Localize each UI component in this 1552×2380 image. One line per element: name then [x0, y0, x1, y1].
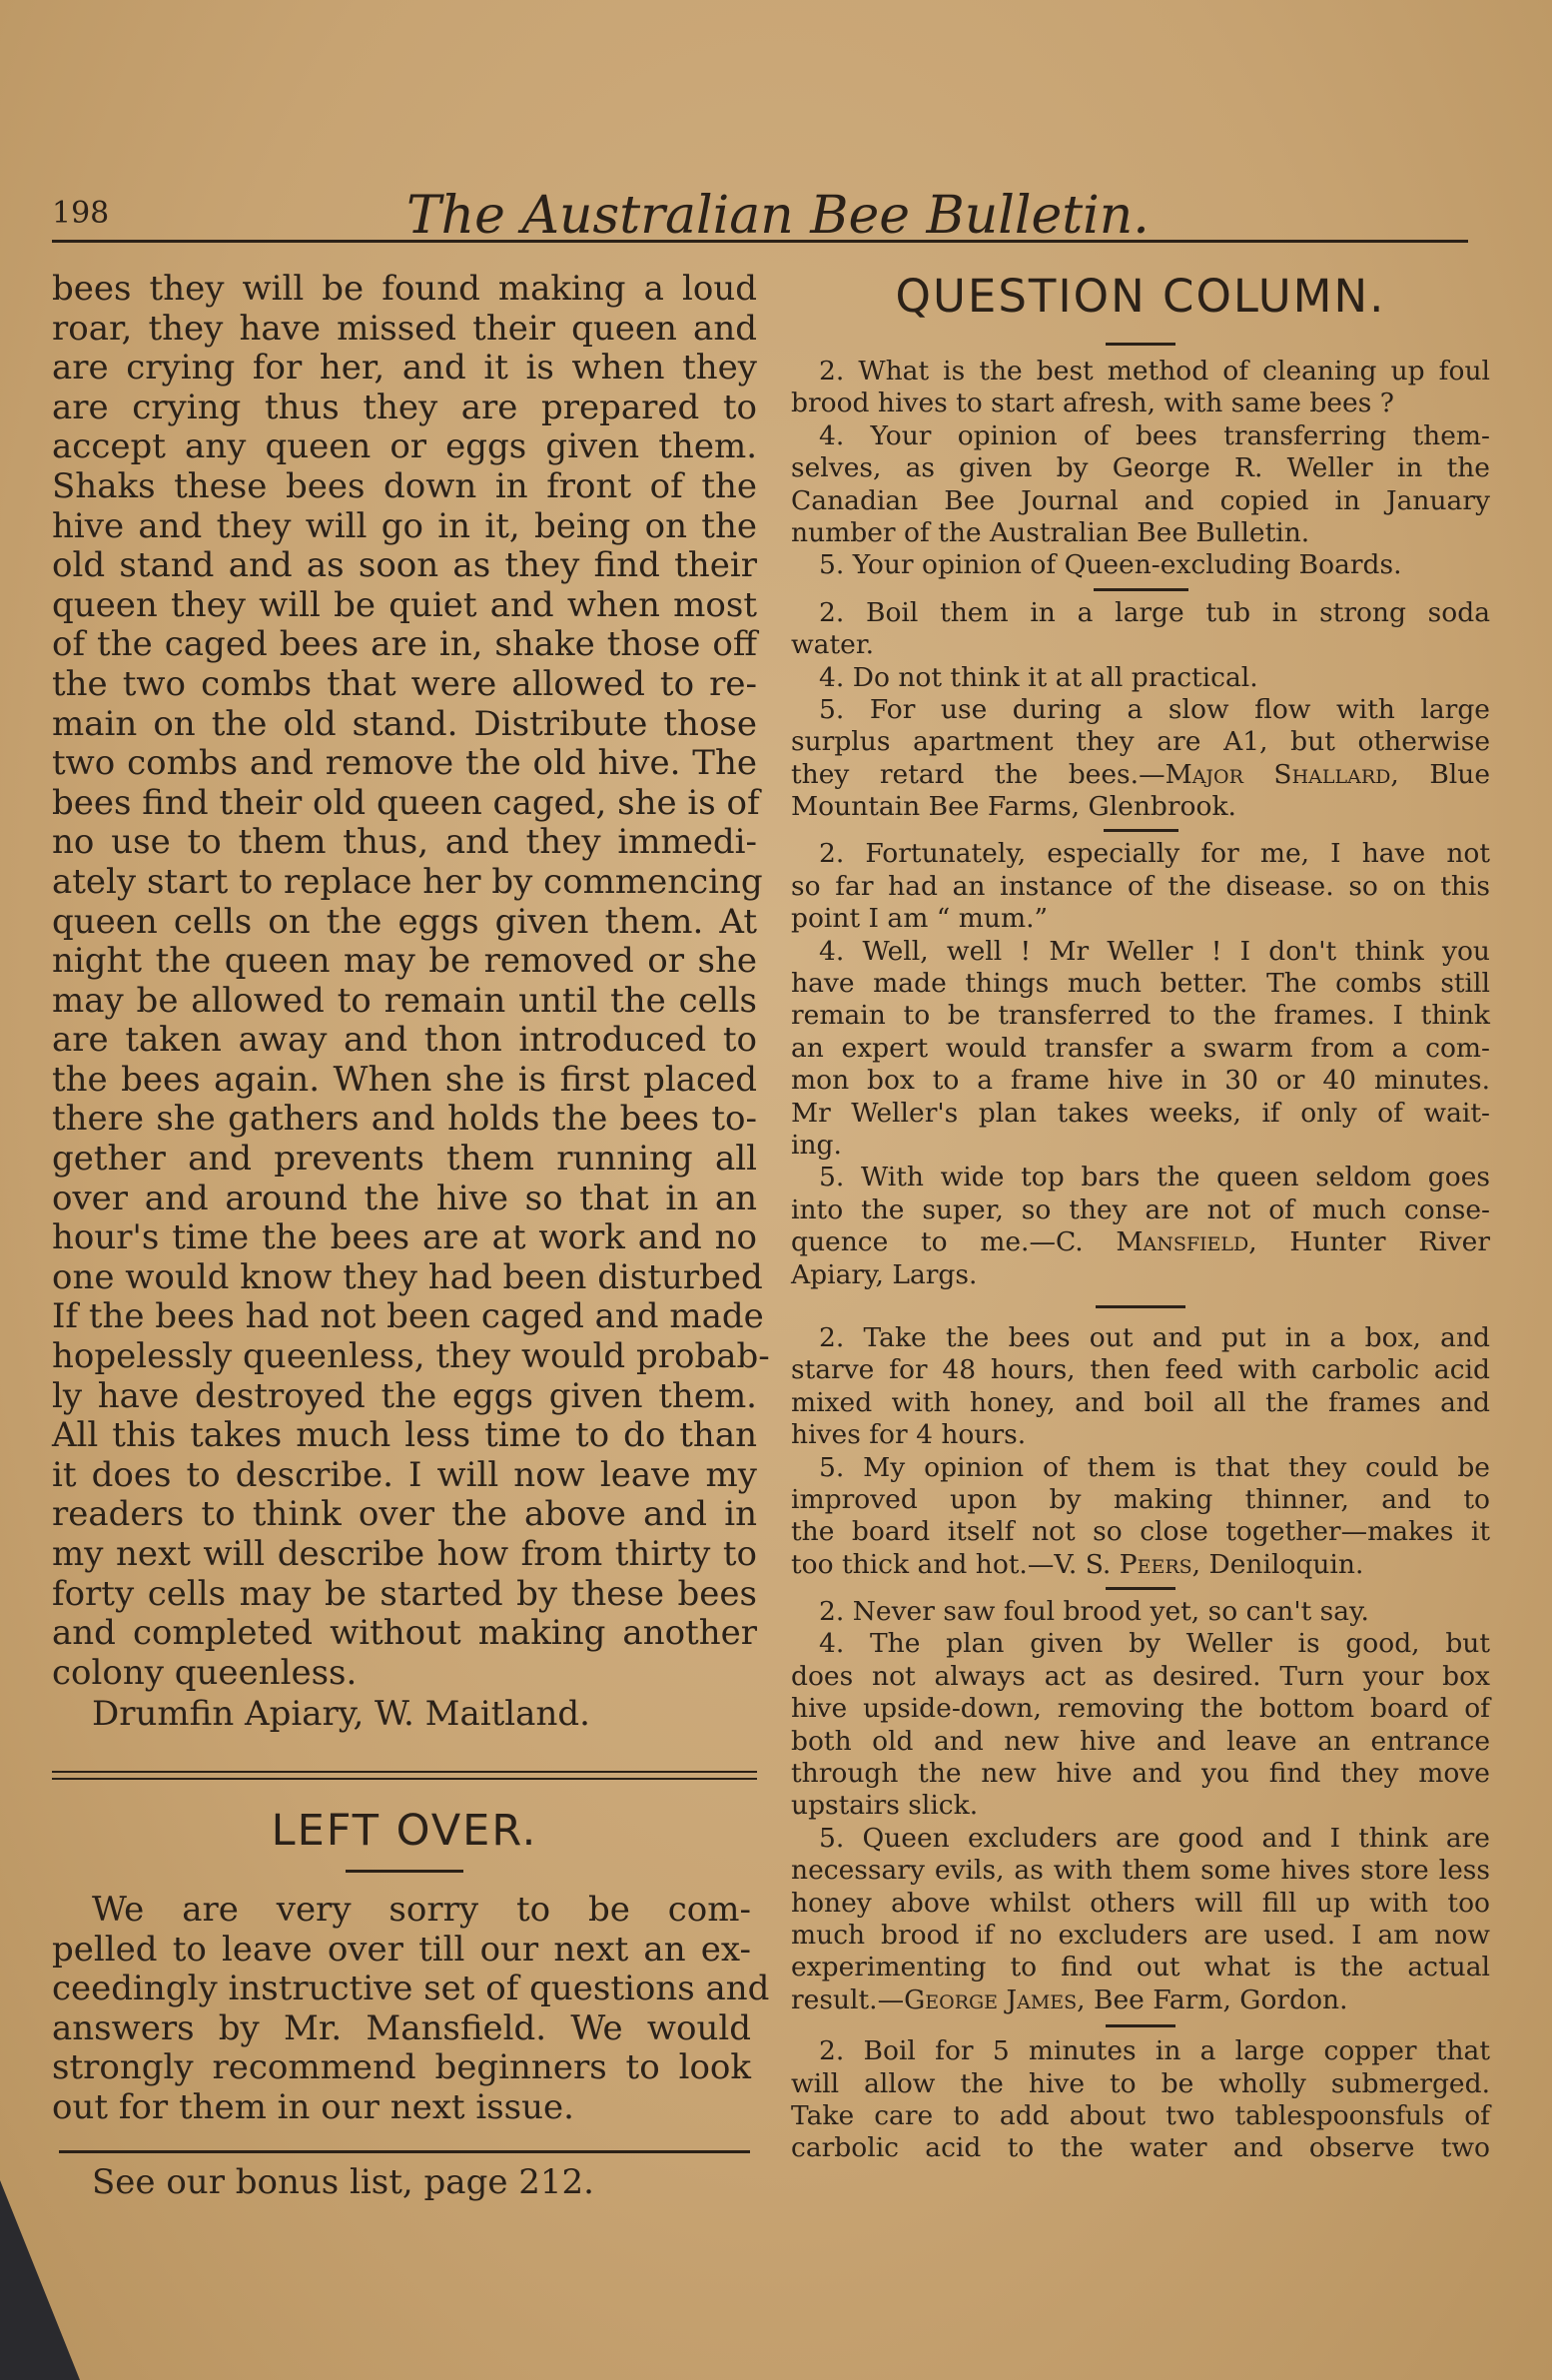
answer-line: much brood if no excluders are used. I am now [791, 1919, 1490, 1951]
answer-line: water. [791, 629, 874, 661]
article-line: there she gathers and holds the bees to- [52, 1099, 757, 1140]
answer-line: will allow the hive to be wholly submerged. [791, 2067, 1490, 2099]
answer-line: the board itself not so close together—makes it [791, 1516, 1490, 1548]
answer-line: 4. Do not think it at all practical. [819, 661, 1258, 693]
answer-line: ing. [791, 1129, 842, 1161]
running-title: The Australian Bee Bulletin. [406, 186, 1150, 246]
answer-line [791, 759, 1490, 791]
answer-author: V. S. Peers, [1054, 1548, 1201, 1580]
answer-line: 5. For use during a slow flow with large [819, 693, 1490, 725]
article-line: ly have destroyed the eggs given them. [52, 1375, 757, 1416]
article-line: queen they will be quiet and when most [52, 584, 757, 625]
article-line: and completed without making another [52, 1613, 757, 1654]
answer-line: necessary evils, as with them some hives store less [791, 1855, 1490, 1887]
answer-line: Mountain Bee Farms, Glenbrook. [791, 791, 1236, 823]
article-line: roar, they have missed their queen and [52, 308, 757, 349]
article-line: ately start to replace her by commencing [52, 861, 763, 902]
answer-line: have made things much better. The combs still [791, 968, 1490, 1000]
answer-line: Mr Weller's plan takes weeks, if only of wait- [791, 1097, 1490, 1129]
article-line: hopelessly queenless, they would probab- [52, 1336, 770, 1377]
left-over-body [52, 1889, 770, 2128]
answer-line: both old and new hive and leave an entrance [791, 1725, 1490, 1757]
answer-line: experimenting to find out what is the actual [791, 1952, 1490, 1983]
article-line: one would know they had been disturbed [52, 1256, 763, 1297]
article-line: bees find their old queen caged, she is of [52, 782, 760, 823]
answer-james [791, 1596, 1490, 2016]
answer-author: C. Mansfield, [1055, 1226, 1257, 1258]
article-line: Shaks these bees down in front of the [52, 465, 757, 506]
left-over-line: pelled to leave over till our next an ex- [52, 1929, 751, 1970]
article-line: old stand and as soon as they find their [52, 545, 757, 586]
article-line: bees they will be found making a loud [52, 269, 757, 309]
question-line: 5. Your opinion of Queen-excluding Boards. [819, 549, 1402, 581]
text-fragment: result.— [791, 1983, 905, 2015]
author-location: Blue [1398, 758, 1491, 790]
question-line: 2. What is the best method of cleaning up foul [819, 356, 1490, 387]
answer-line: an expert would transfer a swarm from a com- [791, 1032, 1490, 1064]
question-line: brood hives to start afresh, with same bees ? [791, 388, 1394, 419]
left-column [52, 269, 770, 2202]
article-line: are crying for her, and it is when they [52, 348, 757, 389]
article-line: readers to think over the above and in [52, 1494, 757, 1535]
article-signature: Drumfin Apiary, W. Maitland. [92, 1694, 590, 1735]
question-line: number of the Australian Bee Bulletin. [791, 516, 1310, 548]
answer-author: George James, [904, 1983, 1086, 2015]
answer-line: honey above whilst others will fill up with too [791, 1887, 1490, 1919]
answer-line: mixed with honey, and boil all the frames and [791, 1386, 1490, 1418]
page-corner-shadow [0, 2180, 80, 2380]
answer-line: 2. Fortunately, especially for me, I have not [819, 838, 1490, 870]
article-line: the two combs that were allowed to re- [52, 663, 757, 704]
answer-line: into the super, so they are not of much conse- [791, 1193, 1490, 1225]
article-line: it does to describe. I will now leave my [52, 1454, 757, 1495]
article-line: gether and prevents them running all [52, 1139, 757, 1180]
article-line: If the bees had not been caged and made [52, 1296, 764, 1337]
answer-line: does not always act as desired. Turn your box [791, 1660, 1490, 1692]
answer-line: through the new hive and you find they move [791, 1758, 1490, 1790]
article-line: my next will describe how from thirty to [52, 1534, 757, 1574]
answer-line: surplus apartment they are A1, but otherwise [791, 726, 1490, 758]
answer-line: improved upon by making thinner, and to [791, 1483, 1490, 1515]
question-line: Canadian Bee Journal and copied in January [791, 484, 1490, 516]
answer-line: 4. The plan given by Weller is good, but [819, 1628, 1490, 1660]
answer-line: 5. My opinion of them is that they could be [819, 1451, 1490, 1483]
answer-line: mon box to a frame hive in 30 or 40 minutes. [791, 1065, 1490, 1097]
article-line: of the caged bees are in, shake those off [52, 624, 757, 665]
author-location: Bee Farm, Gordon. [1085, 1983, 1348, 2015]
answer-line: hives for 4 hours. [791, 1419, 1027, 1451]
left-over-line: We are very sorry to be com- [92, 1889, 751, 1930]
answer-line [791, 1984, 1490, 2016]
answer-line [791, 1226, 1490, 1258]
answer-line: 2. Take the bees out and put in a box, and [819, 1321, 1490, 1353]
article-line: night the queen may be removed or she [52, 941, 757, 982]
bonus-note: See our bonus list, page 212. [92, 2161, 594, 2202]
answer-line: upstairs slick. [791, 1790, 979, 1822]
answer-line: so far had an instance of the disease. so on this [791, 870, 1490, 902]
answer-line: starve for 48 hours, then feed with carbolic acid [791, 1354, 1490, 1386]
answer-boil [791, 2035, 1490, 2165]
answer-line: hive upside-down, removing the bottom board of [791, 1693, 1490, 1725]
text-fragment: they retard the bees.— [791, 758, 1165, 790]
left-over-line: strongly recommend beginners to look [52, 2047, 751, 2088]
left-over-line: ceedingly instructive set of questions and [52, 1969, 770, 2009]
article-line: queen cells on the eggs given them. At [52, 901, 757, 942]
article-line: forty cells may be started by these bees [52, 1573, 757, 1614]
answer-line: Apiary, Largs. [791, 1258, 978, 1290]
text-fragment: quence to me.— [791, 1226, 1056, 1258]
text-fragment: too thick and hot.— [791, 1548, 1055, 1580]
right-column [791, 270, 1490, 2165]
article-line: may be allowed to remain until the cells [52, 980, 757, 1021]
answer-line: point I am “ mum.” [791, 903, 1049, 935]
answer-line: 5. Queen excluders are good and I think are [819, 1822, 1490, 1854]
article-body [52, 269, 770, 1693]
article-line: main on the old stand. Distribute those [52, 703, 757, 744]
answer-author: Major Shallard, [1164, 758, 1399, 790]
left-over-line: answers by Mr. Mansfield. We would [52, 2007, 751, 2048]
answer-line: 2. Boil for 5 minutes in a large copper that [819, 2035, 1490, 2067]
answer-line: 5. With wide top bars the queen seldom goes [819, 1162, 1490, 1193]
answer-shallard [791, 597, 1490, 824]
answer-line: remain to be transferred to the frames. I think [791, 1000, 1490, 1032]
answer-line: 2. Boil them in a large tub in strong soda [819, 596, 1490, 628]
article-line: colony queenless. [52, 1652, 358, 1693]
question-line: 4. Your opinion of bees transferring them- [819, 419, 1490, 451]
answer-line: carbolic acid to the water and observe two [791, 2132, 1490, 2164]
article-line: no use to them thus, and they immedi- [52, 822, 757, 863]
article-line: two combs and remove the old hive. The [52, 743, 757, 784]
page-number: 198 [52, 196, 110, 231]
author-location: Hunter River [1256, 1226, 1490, 1258]
article-line: accept any queen or eggs given them. [52, 426, 757, 467]
article-line: All this takes much less time to do than [52, 1415, 757, 1456]
answer-line [791, 1549, 1490, 1581]
page-header [52, 186, 1468, 246]
answer-line: Take care to add about two tablespoonsfuls of [791, 2099, 1490, 2131]
answer-peers [791, 1322, 1490, 1581]
answer-line: 4. Well, well ! Mr Weller ! I don't think you [819, 935, 1490, 967]
author-location: Deniloquin. [1200, 1548, 1364, 1580]
question-column-heading: QUESTION COLUMN. [895, 270, 1386, 323]
answer-line: 2. Never saw foul brood yet, so can't say. [819, 1596, 1369, 1628]
questions-block [791, 356, 1490, 582]
left-over-heading: LEFT OVER. [271, 1805, 538, 1856]
article-line: are taken away and thon introduced to [52, 1020, 757, 1061]
article-line: are crying thus they are prepared to [52, 387, 757, 427]
question-line: selves, as given by George R. Weller in the [791, 452, 1490, 484]
header-rule [52, 240, 1468, 243]
left-over-line: out for them in our next issue. [52, 2086, 574, 2127]
answer-mansfield [791, 838, 1490, 1290]
article-line: the bees again. When she is first placed [52, 1059, 757, 1100]
article-line: hive and they will go in it, being on the [52, 505, 757, 546]
article-line: hour's time the bees are at work and no [52, 1217, 757, 1258]
section-divider [52, 1771, 757, 1780]
article-line: over and around the hive so that in an [52, 1178, 757, 1218]
